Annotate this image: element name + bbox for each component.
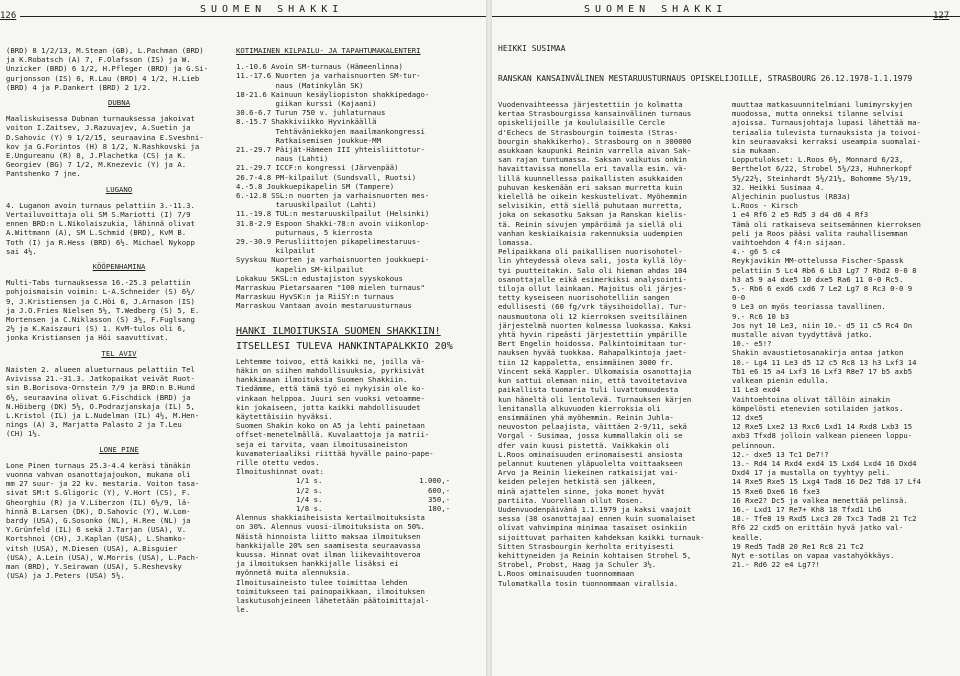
price-value: 600,- xyxy=(428,485,450,495)
article-line: lillä kuunnellessa paikallisten asukkaiden xyxy=(498,173,683,183)
article-line: Tb1 e6 15 a4 Lxf3 16 Lxf3 R8e7 17 b5 axb5 xyxy=(732,366,913,376)
header-rule xyxy=(20,16,486,17)
article-line: keiden pelejen hetkistä sen jälkeen, xyxy=(498,477,657,487)
article-line: 9 Le3 on myös teoriassa tavallinen. xyxy=(732,302,886,312)
article-line: olivat vahvimpina minimaa tasaiset osinkiin xyxy=(498,523,687,533)
notice-line: myönnetä muita alennuksia. xyxy=(236,568,351,578)
article-line: Berthelot 6/22, Strobel 5½/23, Huhnerkopf xyxy=(732,164,913,174)
report-line: Gheorghiu (R) ja V.Liberzon (IL) 6½/9, lä- xyxy=(6,497,191,507)
calendar-entry: giikan kurssi (Kajaani) xyxy=(236,99,377,109)
article-line: Uudenvuodenpäivänä 1.1.1979 ja kaksi vaajoit xyxy=(498,504,692,514)
article-column-2 xyxy=(732,100,958,569)
report-line: jonka Kristiansen ja Höi saavuttivat. xyxy=(6,333,169,343)
calendar-entry: 18-21.6 Kainuun kesäyliopiston shakkipedago- xyxy=(236,89,430,99)
report-line: Mortensen ja C.Niklasson (S) 3½, F.Fuglsang xyxy=(6,315,195,325)
calendar-entry: 31.8-2.9 Espoon Shakki-78:n avoin viikonlop- xyxy=(236,218,430,228)
article-line: 5½/22½, Steinhardt 5½/21½, Bohomme 5½/19, xyxy=(732,173,913,183)
article-line: Tämä oli ratkaiseva seitsemännen kierroksen xyxy=(732,219,921,229)
article-line: mustalle aivan tyydyttävä jatko. xyxy=(732,330,873,340)
report-line: Vertailuvoittaja oli SM S.Mariotti (I) 7/9 xyxy=(6,210,191,220)
notice-line: Tiedämme, että tämä työ ei nykyisin ole ko- xyxy=(236,384,425,394)
article-line: kömpelösti etenevien sotilaiden jatkos. xyxy=(732,403,904,413)
article-line: Aljechinin puolustus (R83a) xyxy=(732,192,851,202)
notice-line: Näistä hinnoista liitto maksaa ilmoituksen xyxy=(236,531,421,541)
article-line: selvisikin, että siellä puhutaan murretta, xyxy=(498,201,683,211)
report-line: Lone Pinen turnaus 25.3-4.4 keräsi tänäkin xyxy=(6,460,191,470)
calendar-entry: puturnaus, 5 kierrosta xyxy=(236,227,373,237)
section-heading xyxy=(6,185,232,194)
report-line: Avivissa 21.-31.3. Jatkopaikat veivät Ruot- xyxy=(6,374,195,384)
report-line: kov ja G.Forintos (H) 8 1/2, N.Rashkovski ja xyxy=(6,141,200,151)
report-line: 6½, seuraavina olivat G.Fischdick (BRD) ja xyxy=(6,392,191,402)
calendar-entry: taruuskilpailut (Lahti) xyxy=(236,200,377,210)
price-size: 1/2 s. xyxy=(296,485,323,495)
article-line: Vuodenvaihteessa järjestettiin jo kolmatta xyxy=(498,100,683,109)
calendar-entry: Lokakuu SKSL:n edustajiston syyskokous xyxy=(236,273,403,283)
page-number: 126 xyxy=(0,11,17,21)
article-line: muodossa, mutta onneksi tilanne selvisi xyxy=(732,109,904,119)
report-line: ennen BRD:n L.Nikolaiszukia, lähinnä olivat xyxy=(6,219,195,229)
notice-line: Ilmoitusaineisto tulee toimittaa lehden xyxy=(236,577,408,587)
report-line: Y.Grünfeld (IL) 6 sekä J.Tarjan (USA), V. xyxy=(6,525,187,535)
article-line: 16 Rxe2? Dc5 ja valkea menettää pelinsä. xyxy=(732,495,908,505)
article-line: vaihtoehdon 4 f4:n sijaan. xyxy=(732,238,847,248)
notice-line: on 30%. Alennus vuosi-ilmoituksista on 50%. xyxy=(236,522,425,532)
calendar-entry: Marraskuu Pietarsaaren "100 mielen turnaus" xyxy=(236,283,425,293)
section-heading xyxy=(6,98,232,107)
section-heading-text: TEL AVIV xyxy=(101,348,137,358)
article-line: Shakin avaustietosanakirja antaa jatkon xyxy=(732,348,904,358)
results-line: ja K.Robatsch (A) 7, F.Olafsson (IS) ja W. xyxy=(6,55,191,65)
calendar-entry: Syyskuu Nuorten ja varhaisnuorten joukkuepi- xyxy=(236,255,430,265)
calendar-entry: 30.6-6.7 Turun 750 v. juhlaturnaus xyxy=(236,108,386,118)
article-line: kun sattui olemaan niin, että tavoitetaviva xyxy=(498,376,687,386)
article-line: axb3 Tfxd8 jolloin valkean pieneen loppu- xyxy=(732,431,913,441)
article-line: edullisesti (60 fg/vrk täysihoidolla). Tur- xyxy=(498,302,687,312)
article-line: havaittavissa monella eri tavalla esim. vä- xyxy=(498,164,687,174)
notice-line: toimitukseen tai painopaikkaan, ilmoituksen xyxy=(236,586,425,596)
article-line: ajoissa. Turnausjohtaja lupasi lähettää ma- xyxy=(732,118,921,128)
article-column-1 xyxy=(498,100,724,588)
article-line: tiin 12 kappaletta, ensimmäinen 3000 fr. xyxy=(498,357,674,367)
article-line: kealle. xyxy=(732,532,763,542)
calendar-entry: 4.-5.8 Joukkuepikapelin SM (Tampere) xyxy=(236,181,395,191)
article-line: 0-0 xyxy=(732,293,746,303)
results-line: (BRD) 8 1/2/13, M.Stean (GB), L.Pachman (BRD) xyxy=(6,46,204,55)
report-line: man (BRD), Y.Seirawan (USA), S.Reshevsky xyxy=(6,561,182,571)
notice-line: vinkaan helppoa. Juuri sen vuoksi vetoamme- xyxy=(236,393,425,403)
article-line: pelinnoun. xyxy=(732,440,776,450)
calendar-entry: 6.-12.8 SSL:n nuorten ja varhaisnuorten mes- xyxy=(236,191,430,201)
article-line: kin seuraavaksi kerraksi useampia suomalai- xyxy=(732,136,921,146)
article-line: Bert Engelin hoidossa. Palkintoimitaan tur- xyxy=(498,339,687,349)
calendar-entry: 11.-17.6 Nuorten ja varhaisnuorten SM-tur- xyxy=(236,71,421,81)
report-line: ja J.O.Fries Nielsen 5½, T.Wedberg (S) 5, E. xyxy=(6,305,200,315)
report-line: (CH) 1½. xyxy=(6,429,42,439)
section-heading-text: LONE PINE xyxy=(99,444,139,454)
spacer xyxy=(236,55,484,62)
calendar-column xyxy=(236,46,484,614)
report-line: voiton I.Zaitsev, J.Razuvajev, A.Suetin ja xyxy=(6,123,191,133)
notice-line: seja ei tarvita, vaan ilmoitusaineiston xyxy=(236,439,408,449)
article-line: kun häneltä oli lentolevä. Turnauksen kärjen xyxy=(498,394,692,404)
article-line: 5.- Rb6 6 exd6 cxd6 7 Le2 Lg7 8 Rc3 0-0 9 xyxy=(732,284,913,294)
section-heading xyxy=(6,445,232,454)
report-line: Multi-Tabs turnauksessa 16.-25.3 pelattiin xyxy=(6,278,191,288)
indent xyxy=(236,486,296,495)
article-line: nauksen hyvää tuokkaa. Rahapalkintoja jaet- xyxy=(498,348,687,358)
report-line: Pantshenko 7 jne. xyxy=(6,169,81,179)
results-line: (BRD) 4 ja P.Dankert (BRD) 2 1/2. xyxy=(6,82,151,92)
article-line: bourgin shakkikerho). Strasbourg on n 300000 xyxy=(498,136,692,146)
price-row xyxy=(236,476,484,485)
article-line: 10.- e5!? xyxy=(732,339,772,349)
article-line: h3 a5 9 a4 dxe5 10 dxe5 Ra6 11 0-0 Rc5. xyxy=(732,274,904,284)
article-line: Arvo ja Reinin liekeinen ratkaisijat vai- xyxy=(498,468,679,478)
report-line: L.Kristol (IL) ja L.Nudelman (IL) 4½, M.Hen- xyxy=(6,410,200,420)
notice-line: rille otettu vedos. xyxy=(236,457,320,467)
report-line: 2½ ja K.Kaiszauri (S) 1. KvM-tulos oli 6, xyxy=(6,324,187,334)
price-size: 1/1 s. xyxy=(296,476,323,486)
article-line: Strobel, Probst, Haag ja Schuler 3½. xyxy=(498,560,657,570)
article-line: d'Echecs de Strasbourgin toimesta (Stras- xyxy=(498,127,679,137)
notice-line: käytettäisiin hyväksi. xyxy=(236,411,333,421)
article-line: yhtä hyvin ripeästi järjestettiin ympärille xyxy=(498,330,687,340)
price-value: 1.000,- xyxy=(419,476,450,486)
article-line: 19 Red5 Tad8 20 Re1 Rc8 21 Tc2 xyxy=(732,541,864,551)
article-line: Vaihtoehtoina olivat tällöin ainakin xyxy=(732,394,891,404)
report-line: hinnä B.Larsen (DK), D.Sahovic (Y), W.Lom- xyxy=(6,506,191,516)
report-line: 4. Luganon avoin turnaus pelattiin 3.-11.3. xyxy=(6,200,195,210)
section-heading xyxy=(6,349,232,358)
notice-line: offset-menetelmällä. Kuvalaattoja ja matrii- xyxy=(236,430,430,440)
article-line: Vincent sekä Kappler. Ulkomaisia osanottajia xyxy=(498,366,692,376)
article-line: 12 Rxe5 Lxe2 13 Rxc6 Lxd1 14 Rxd8 Lxb3 15 xyxy=(732,422,913,432)
report-line: Kortshnoi (CH), J.Kaplan (USA), L.Shamko- xyxy=(6,534,187,544)
article-line: L.Roos ominaisuuden erinomaisesti ansiosta xyxy=(498,449,683,459)
article-line: 10.- Lg4 11 Le3 d5 12 c5 Rc8 13 h3 Lxf3 14 xyxy=(732,357,917,367)
article-line: 14 Rxe5 Rxe5 15 Lxg4 Tad8 16 De2 Td8 17 Lf4 xyxy=(732,477,921,487)
report-line: Georgiev (BG) 7 1/2, M.Knezevic (Y) ja A. xyxy=(6,160,187,170)
article-line: Rf6 22 cxd5 on erittäin hyvä jatko val- xyxy=(732,523,904,533)
notice-line: Lehtemme toivoo, että kaikki ne, joilla vä- xyxy=(236,356,425,366)
calendar-entry: 26.7-4.8 PM-kilpailut (Sundsvall, Ruotsi) xyxy=(236,172,417,182)
price-value: 350,- xyxy=(428,494,450,504)
article-line: opiskelijoille ja koululaisille Cercle xyxy=(498,118,665,128)
notice-line: Alennus shakkiaiheisista kertailmoituksista xyxy=(236,513,425,523)
price-value: 180,- xyxy=(428,503,450,513)
article-line: muuttaa matkasuunnitelmiani lumimyrskyjen xyxy=(732,100,913,109)
article-line: minä ajattelen sinne, joka monet hyvät xyxy=(498,486,665,496)
report-line: D.Sahovic (Y) 9 1/2/15, seuraavina E.Sveshni- xyxy=(6,132,204,142)
calendar-entry: Ratkaisemisen joukkue-MM xyxy=(236,135,381,145)
notice-line: ja ilmoituksen hankkijalle lisäksi ei xyxy=(236,559,399,569)
article-line: tä. Reinin sivujen ympäröimä ja siellä oli xyxy=(498,219,683,229)
article-line: pelattiin 5 Lc4 Rb6 6 Lb3 Lg7 7 Rbd2 0-0 8 xyxy=(732,265,917,275)
notice-line: Ilmoitushinnat ovat: xyxy=(236,467,324,477)
report-line: 9, J.Kristiensen ja C.Höi 6, J.Arnason (IS) xyxy=(6,296,195,306)
article-line: 1 e4 Rf6 2 e5 Rd5 3 d4 d6 4 Rf3 xyxy=(732,210,869,220)
notice-line: kuussa. Hinnat ovat ilman liikevaihtoveroa xyxy=(236,549,421,559)
report-line: vitsh (USA), M.Diesen (USA), A.Bisguier xyxy=(6,543,178,553)
article-line: 4.- g6 5 c4 xyxy=(732,247,781,257)
calendar-entry: naus (Lahti) xyxy=(236,154,329,164)
report-line: (USA) ja J.Peters (USA) 5½. xyxy=(6,571,125,581)
article-line: asukkaan kaupunki Reinin varrella aivan Sak- xyxy=(498,146,692,156)
article-line: paikallista tuomaria tuli luvattomuudesta xyxy=(498,385,679,395)
article-line: Tulomatkalla tosin tuonnommaan virallsia. xyxy=(498,578,679,588)
notice-subheadline: ITSELLESI TULEVA HANKINTAPALKKIO 20% xyxy=(236,340,453,352)
page-header: SUOMEN SHAKKI xyxy=(200,4,344,15)
article-line: peli ja Roos pääsi valita rauhallisemman xyxy=(732,228,908,238)
notice-line: le. xyxy=(236,605,250,615)
article-line: 32. Heikki Susimaa 4. xyxy=(732,182,825,192)
page-number: 127 xyxy=(933,11,950,21)
article-line: osanottajalle eikä esimerkiksi analysointi- xyxy=(498,274,687,284)
calendar-entry: Marraskuu HyvSK:n ja RiiSY:n turnaus xyxy=(236,292,395,302)
section-heading-text: DUBNA xyxy=(108,98,130,108)
article-line: san rajan tuntumassa. Saksan vaikutus onkin xyxy=(498,155,687,165)
article-line: dfer vain kuusi pistettä. Vaikkakin oli xyxy=(498,440,670,450)
report-line: sin B.Borisova-Ornstein 7/9 ja BRD:n B.Hund xyxy=(6,383,195,393)
article-line: 15 Rxe6 Dxe6 16 fxe3 xyxy=(732,486,820,496)
section-heading xyxy=(6,262,232,271)
article-line: Sitten Strasbourgin kerholta erityisesti xyxy=(498,541,674,551)
notice-line: hankkimaan ilmoituksia Suomen Shakkiin. xyxy=(236,375,408,385)
article-line: Dxd4 17 ja mustalla on tyyhtyy peli. xyxy=(732,468,891,478)
page-127 xyxy=(492,0,960,676)
article-line: puhuvan keskenään eri saksan murretta kuin xyxy=(498,182,683,192)
report-line: E.Ungureanu (R) 8, J.Plachetka (CS) ja K. xyxy=(6,151,187,161)
article-line: Vorgal - Susimaa, jossa kummallakin oli se xyxy=(498,431,683,441)
calendar-entry: 21.-29.7 Päijät-Hämeen III yhteisliittotur- xyxy=(236,145,425,155)
calendar-entry: naus (Matinkylän SK) xyxy=(236,80,364,90)
report-line: nings (A) 3, Marjatta Palasto 2 ja T.Leu xyxy=(6,420,182,430)
calendar-entry: Marraskuu Vantaan avoin mestaruusturnaus xyxy=(236,301,412,311)
article-line: Nyt e-sotilas on vapaa vastahyökkäys. xyxy=(732,550,895,560)
article-line: joka on sekasotku Saksan ja Ranskan kielis- xyxy=(498,210,687,220)
article-line: kertaa Strasbourgissa kansainvälinen turnaus xyxy=(498,109,692,119)
article-line: partiita. Vuorellaan ollut Rosen. xyxy=(498,495,643,505)
article-line: 16.- Lxd1 17 Re7+ Kh8 18 Tfxd1 Lh6 xyxy=(732,504,882,514)
article-line: tyi puutteitakin. Salo oli hieman ahdas 104 xyxy=(498,265,687,275)
indent xyxy=(236,504,296,513)
report-line: Toth (I) ja R.Hess (BRD) 6½. Michael Nykopp xyxy=(6,237,195,247)
notice-line: kuvamateriaaliksi riittää hyvälle paino-pape- xyxy=(236,448,434,458)
article-line: sessa (38 osanottajaa) ennen kuin suomalaiset xyxy=(498,514,696,524)
calendar-entry: Tehtäväniekkojen maailmankongressi xyxy=(236,126,425,136)
article-line: 12 dxe5 xyxy=(732,412,763,422)
article-line: Lopputulokset: L.Roos 6½, Monnard 6/23, xyxy=(732,155,904,165)
article-line: 21.- Rd6 22 e4 Lg7?! xyxy=(732,560,820,570)
article-line: Pelipaikkana oli paikallisen nuorisohotel- xyxy=(498,247,683,257)
notice-line: kin jokaiseen, jotta kaikki mahdollisuudet xyxy=(236,402,421,412)
report-line: sai 4½. xyxy=(6,246,37,256)
report-line: pohjoismaisin voimin: L-A.Schneider (S) 6½/ xyxy=(6,287,195,297)
price-row xyxy=(236,486,484,495)
article-line: järjestelmä nuorten kolmessa luokassa. Kaksi xyxy=(498,320,692,330)
article-line: kehittyneiden ja Reinin kohtaisen Strohel 5, xyxy=(498,550,692,560)
report-line: Maaliskuisessa Dubnan turnauksessa jakoivat xyxy=(6,114,195,124)
calendar-entry: kapelin SM-kilpailut xyxy=(236,264,364,274)
article-line: lenitanalla alkuvuoden kierroksia oli xyxy=(498,403,661,413)
notice-line: häkin on siihen mahdollisuuksia, pyrkisivät xyxy=(236,365,425,375)
indent xyxy=(236,476,296,485)
article-title: RANSKAN KANSAINVÄLINEN MESTARUUSTURNAUS OPISKELIJOILLE, STRASBOURG 26.12.1978-1.1.1979 xyxy=(498,74,913,83)
article-line: 9.- Rc6 10 b3 xyxy=(732,311,790,321)
notice-headline: HANKI ILMOITUKSIA SUOMEN SHAKKIIN! xyxy=(236,325,441,337)
article-line: teriaalia tulevista turnauksista ja toivoi- xyxy=(732,127,921,137)
price-row xyxy=(236,495,484,504)
article-line: vanhan keskiaikaisia rakennuksia uudempien xyxy=(498,228,683,238)
report-line: (USA), A.Lein (USA), W.Morris (USA), L.Pach- xyxy=(6,552,200,562)
calendar-entry: 8.-15.7 Shakkiviikko Hyvinkäällä xyxy=(236,117,377,127)
report-line: N.Höiberg (DK) 5½, O.Podrazjanskaja (IL) 5, xyxy=(6,401,195,411)
report-line: Naisten 2. alueen alueturnaus pelattiin Tel xyxy=(6,364,195,374)
report-line: mm 27 suur- ja 22 kv. mestaria. Voiton tasa- xyxy=(6,479,200,489)
section-heading-text: LUGANO xyxy=(105,184,133,194)
article-line: nausmuotona oli 12 kierroksen sveitsiläinen xyxy=(498,311,687,321)
price-row xyxy=(236,504,484,513)
calendar-entry: kilpailut xyxy=(236,246,316,256)
section-heading-text: KÖÖPENHAMINA xyxy=(92,262,146,272)
article-line: valkean pienin edulla. xyxy=(732,376,829,386)
results-line: Unzicker (BRD) 6 1/2, H.Pfleger (BRD) ja G.Si- xyxy=(6,64,209,74)
calendar-entry: 11.-19.8 TUL:n mestaruuskilpailut (Helsinki) xyxy=(236,209,430,219)
article-line: lomassa. xyxy=(498,238,534,248)
article-line: 11 Le3 exd4 xyxy=(732,385,781,395)
report-line: bardy (USA), G.Sosonko (NL), H.Ree (NL) ja xyxy=(6,515,191,525)
article-line: L.Roos ominaisuuden tuonnommaan xyxy=(498,569,635,579)
calendar-entry: 21.-29.7 ICCF:n kongressi (Järvenpää) xyxy=(236,163,399,173)
report-line: sivat SM:t S.Gligoric (Y), V.Hort (CS), F. xyxy=(6,488,191,498)
article-line: Reykjavikin MM-ottelussa Fischer-Spassk xyxy=(732,256,904,266)
article-line: kielellä he oikein keskustelivat. Myöhemmin xyxy=(498,192,687,202)
article-line: L.Roos - Kirsch xyxy=(732,201,798,211)
article-line: lin yhteydessä oleva sali, josta kyllä löy- xyxy=(498,256,687,266)
notice-line: hankkijalle 20% sen saamisesta seuraavassa xyxy=(236,540,421,550)
price-size: 1/4 s. xyxy=(296,494,323,504)
article-line: pelannut kuutenen yläpuolelta voittaakseen xyxy=(498,458,683,468)
indent xyxy=(236,495,296,504)
article-line: neuvoston pelaajista, väittäen 2-9/11, sekä xyxy=(498,422,687,432)
page-header: SUOMEN SHAKKI xyxy=(584,4,728,15)
article-line: sijoittuvat parhaiten kahdeksan kaikki turnauk- xyxy=(498,532,705,542)
notice-line: laskutusohjeineen lähetetään päätoimittajal- xyxy=(236,595,430,605)
calendar-entry: 29.-30.9 Perusliittojen pikapelimestaruus- xyxy=(236,237,421,247)
report-line: A.Wittmann (A), SM L.Schmid (BRD), KvM B. xyxy=(6,228,187,238)
article-line: Jos nyt 10 Le3, niin 10.- d5 11 c5 Rc4 On xyxy=(732,320,913,330)
calendar-title: KOTIMAINEN KILPAILU- JA TAPAHTUMAKALENTERI xyxy=(236,46,421,55)
article-line: tetty kyseiseen nuorisohotelliin sangen xyxy=(498,293,670,303)
article-line: 18.- Tfe8 19 Rxd5 Lxc3 20 Txc3 Tad8 21 Tc2 xyxy=(732,514,917,524)
header-rule xyxy=(492,16,960,17)
article-author: HEIKKI SUSIMAA xyxy=(498,44,566,53)
notice-line: Suomen Shakin koko on A5 ja lehti painetaan xyxy=(236,421,425,431)
article-line: 13.- Rd4 14 Rxd4 exd4 15 Lxd4 Lxd4 16 Dxd4 xyxy=(732,458,917,468)
article-line: ensimmäinen yhä myöhemmin. Reinin Juhla- xyxy=(498,412,674,422)
article-line: sia mukaan. xyxy=(732,146,781,156)
article-line: tiloja ollut lainkaan. Majoitus oli järjes- xyxy=(498,284,687,294)
report-line: vuonna vahvan osanottajajoukon, mukana oli xyxy=(6,469,191,479)
calendar-entry: 1.-10.6 Avoin SM-turnaus (Hämeenlinna) xyxy=(236,62,403,72)
article-line: 12.- dxe5 13 Tc1 De7!? xyxy=(732,449,829,459)
results-line: gurjonsson (IS) 6, R.Lau (BRD) 4 1/2, H.Lieb xyxy=(6,73,200,83)
price-size: 1/8 s. xyxy=(296,503,323,513)
news-column xyxy=(6,46,232,580)
